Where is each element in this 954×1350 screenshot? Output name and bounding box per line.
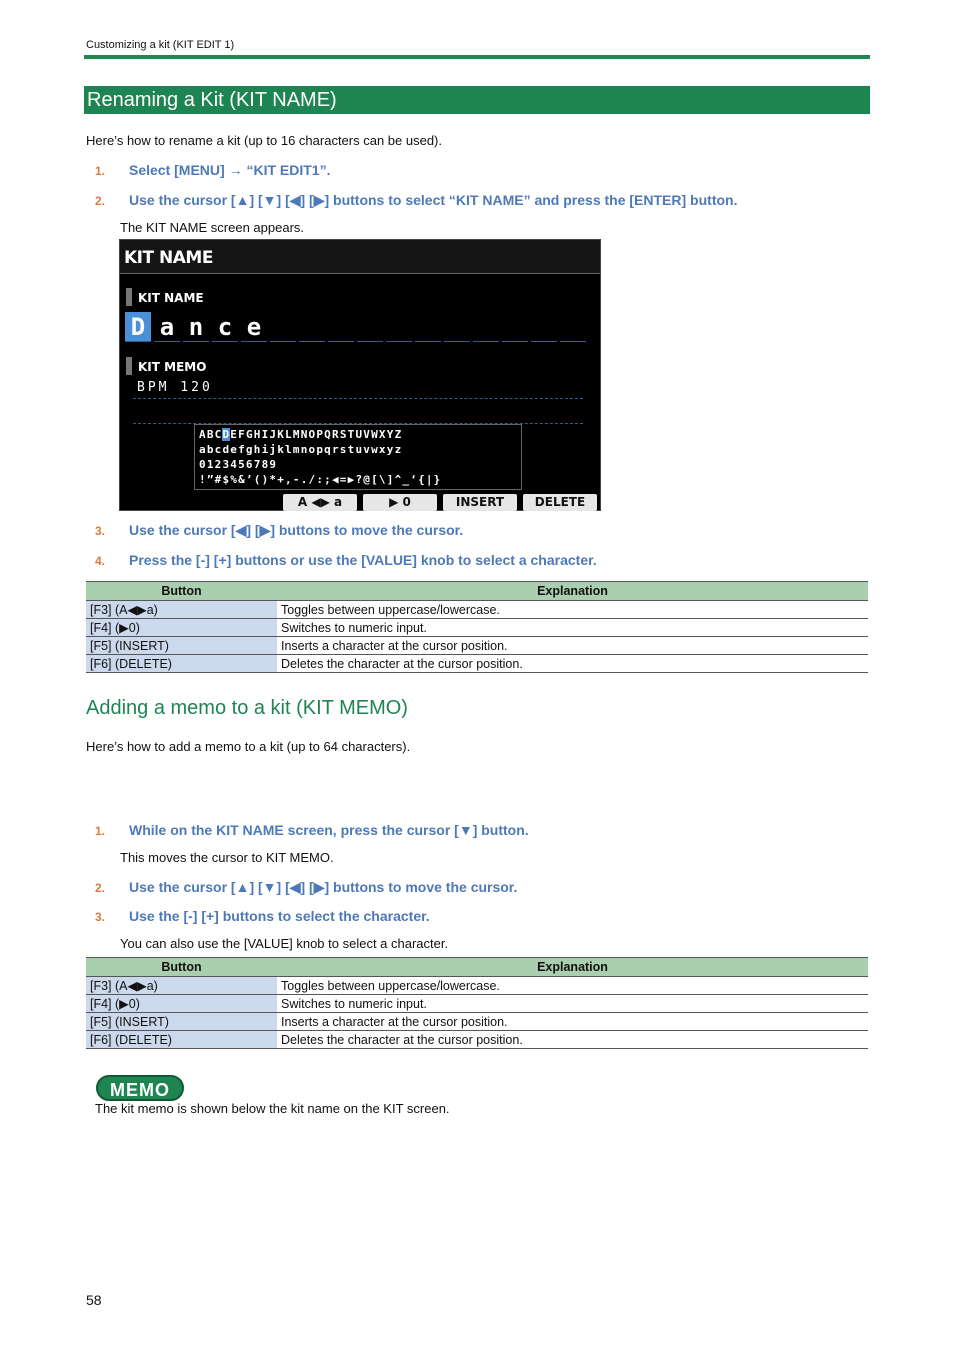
table-header-button: Button <box>86 958 277 977</box>
table-row <box>86 977 868 995</box>
name-char-empty <box>560 312 586 342</box>
kit-memo-line-2[interactable] <box>133 404 583 424</box>
table-row <box>86 995 868 1013</box>
name-char: a <box>154 312 180 342</box>
table-row <box>86 619 868 637</box>
step-number: 2. <box>95 881 106 895</box>
kit-memo-label: KIT MEMO <box>138 360 207 374</box>
section-title-bar <box>84 86 870 114</box>
step-text: Select [MENU] → “KIT EDIT1”. <box>129 162 331 178</box>
charset-uppercase <box>199 428 402 441</box>
step-text: Press the [-] [+] buttons or use the [VALUE] knob to select a character. <box>129 552 597 568</box>
running-head: Customizing a kit (KIT EDIT 1) <box>86 39 235 51</box>
name-char-cursor: D <box>125 312 151 342</box>
memo-step-2 <box>95 879 517 896</box>
name-char-empty <box>415 312 441 342</box>
step-number: 2. <box>95 194 106 208</box>
table-cell-button: [F5] (INSERT) <box>86 637 277 655</box>
step-3 <box>95 522 463 539</box>
table-cell-button: [F6] (DELETE) <box>86 655 277 673</box>
character-palette[interactable] <box>194 424 522 490</box>
name-char: c <box>212 312 238 342</box>
table-cell-explanation: Deletes the character at the cursor position. <box>277 1031 868 1049</box>
charset-selected-char: D <box>222 428 231 441</box>
charset-lowercase: abcdefghijklmnopqrstuvwxyz <box>199 443 403 456</box>
step-text: Use the cursor [▲] [▼] [◀] [▶] buttons to move the cursor. <box>129 879 518 895</box>
table-cell-explanation: Toggles between uppercase/lowercase. <box>277 977 868 995</box>
kit-name-field[interactable] <box>125 312 591 342</box>
table-cell-explanation: Toggles between uppercase/lowercase. <box>277 601 868 619</box>
button-table-1 <box>86 581 868 673</box>
kit-memo-line-1[interactable]: BPM 120 <box>133 379 583 399</box>
step-number: 4. <box>95 554 106 568</box>
kit-name-label: KIT NAME <box>138 291 204 305</box>
step-1 <box>95 162 330 178</box>
step-number: 1. <box>95 824 106 838</box>
table-cell-explanation: Switches to numeric input. <box>277 619 868 637</box>
section2-intro: Here’s how to add a memo to a kit (up to 64 characters). <box>86 739 411 754</box>
table-cell-button: [F5] (INSERT) <box>86 1013 277 1031</box>
table-cell-explanation: Inserts a character at the cursor position. <box>277 637 868 655</box>
table-row <box>86 1031 868 1049</box>
f6-delete-button[interactable]: DELETE <box>523 494 597 511</box>
step-text: Use the cursor [◀] [▶] buttons to move the cursor. <box>129 522 464 538</box>
table-cell-explanation: Inserts a character at the cursor position. <box>277 1013 868 1031</box>
section2-title: Adding a memo to a kit (KIT MEMO) <box>86 697 408 719</box>
name-char: n <box>183 312 209 342</box>
table-row <box>86 601 868 619</box>
name-char-empty <box>444 312 470 342</box>
table-header-explanation: Explanation <box>277 958 868 977</box>
step-number: 3. <box>95 910 106 924</box>
memo-step-3-note: You can also use the [VALUE] knob to select a character. <box>120 936 449 951</box>
table-header-explanation: Explanation <box>277 582 868 601</box>
table-cell-explanation: Deletes the character at the cursor position. <box>277 655 868 673</box>
table-cell-button: [F4] (▶0) <box>86 995 277 1013</box>
table-cell-button: [F3] (A◀▶a) <box>86 977 277 995</box>
section-title: Renaming a Kit (KIT NAME) <box>87 89 337 111</box>
table-cell-button: [F3] (A◀▶a) <box>86 601 277 619</box>
table-row <box>86 655 868 673</box>
button-table-2 <box>86 957 868 1049</box>
name-char-empty <box>502 312 528 342</box>
memo-step-1-note: This moves the cursor to KIT MEMO. <box>120 850 334 865</box>
name-char-empty <box>473 312 499 342</box>
step-text: Use the [-] [+] buttons to select the character. <box>129 908 430 924</box>
screen-title-bar <box>120 240 600 274</box>
step-number: 3. <box>95 524 106 538</box>
name-char-empty <box>386 312 412 342</box>
screen-title: KIT NAME <box>124 248 213 268</box>
table-row <box>86 1013 868 1031</box>
table-row <box>86 637 868 655</box>
charset-text: EFGHIJKLMNOPQRSTUVWXYZ <box>230 428 403 441</box>
memo-text: The kit memo is shown below the kit name on the KIT screen. <box>95 1101 450 1116</box>
header-rule <box>84 55 870 59</box>
name-char-empty <box>531 312 557 342</box>
table-cell-button: [F6] (DELETE) <box>86 1031 277 1049</box>
section1-intro: Here’s how to rename a kit (up to 16 characters can be used). <box>86 133 443 148</box>
charset-numbers: 0123456789 <box>199 458 278 471</box>
kit-name-screen <box>119 239 601 511</box>
memo-badge: MEMO <box>96 1075 184 1101</box>
page-number: 58 <box>86 1292 102 1308</box>
table-cell-explanation: Switches to numeric input. <box>277 995 868 1013</box>
step-text: Use the cursor [▲] [▼] [◀] [▶] buttons to select “KIT NAME” and press the [ENTER] button. <box>129 192 738 208</box>
charset-text: ABC <box>199 428 223 441</box>
f5-insert-button[interactable]: INSERT <box>443 494 517 511</box>
name-char-empty <box>328 312 354 342</box>
f4-numeric-button[interactable]: ▶ 0 <box>363 494 437 511</box>
table-cell-button: [F4] (▶0) <box>86 619 277 637</box>
charset-symbols: !”#$%&’()*+,-./:;◀=▶?@[\]^_‘{|} <box>199 473 442 486</box>
step-2 <box>95 192 737 209</box>
step-4 <box>95 552 597 568</box>
memo-step-1 <box>95 822 529 838</box>
memo-step-3 <box>95 908 430 924</box>
name-char: e <box>241 312 267 342</box>
name-char-empty <box>270 312 296 342</box>
name-char-empty <box>357 312 383 342</box>
step-text: While on the KIT NAME screen, press the cursor [▼] button. <box>129 822 529 838</box>
table-header-button: Button <box>86 582 277 601</box>
step-number: 1. <box>95 164 106 178</box>
step-2-note: The KIT NAME screen appears. <box>120 220 305 235</box>
f3-case-button[interactable]: A ◀▶ a <box>283 494 357 511</box>
name-char-empty <box>299 312 325 342</box>
